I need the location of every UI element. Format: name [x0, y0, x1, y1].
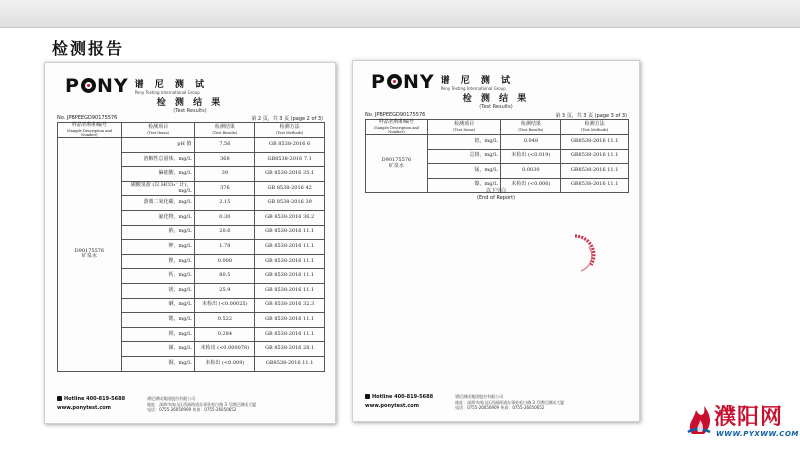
watermark-brand: 濮阳网: [714, 405, 784, 430]
method-cell: GB 8538-2016 11.1: [255, 327, 325, 342]
col-method: 检测方法 (Test Methods): [561, 120, 629, 135]
item-cell: 氟化物，mg/L: [121, 210, 195, 225]
table-row: [366, 135, 629, 150]
method-cell: GB8538-2016 11.1: [561, 178, 629, 193]
method-cell: GB 8538-2016 11.1: [255, 283, 325, 298]
report-header: 检 测 结 果 (Test Results): [156, 98, 224, 114]
item-cell: 钡，mg/L: [121, 327, 195, 342]
method-cell: GB 8538-2016 11.1: [255, 254, 325, 269]
hotline: Hotline 400-819-5688: [372, 394, 434, 401]
method-cell: GB8538-2016 11.1: [561, 164, 629, 179]
result-cell: 0.0030: [501, 164, 561, 179]
item-cell: 镁，mg/L: [121, 283, 195, 298]
col-sample: 样品名称和编号 (Sample Description and Number): [366, 120, 428, 135]
item-cell: pH 值: [121, 138, 195, 153]
col-result: 检测结果 (Test Results): [195, 123, 255, 138]
item-cell: 锶，mg/L: [121, 313, 195, 328]
official-seal-stamp: [553, 233, 597, 277]
phone: 电话：0755-26050909 传真：0755-26050652: [455, 405, 545, 411]
report-number: No. JPBPEEGD90175576: [365, 112, 426, 118]
address: 地址：深圳市南山区西丽街道办事处松白路 3 号谱尼测试大厦: [455, 399, 565, 405]
method-cell: GB 8538-2016 11.1: [255, 240, 325, 255]
item-cell: 铝，mg/L: [427, 135, 501, 150]
results-table: [57, 122, 325, 372]
watermark-url: WWW.PYXWW.COM: [716, 430, 799, 438]
logo-en: Pony Testing International Group: [134, 90, 200, 95]
logo-o-icon: [387, 74, 402, 89]
item-cell: 游离二氧化碳，mg/L: [121, 196, 195, 211]
col-method: 检测方法 (Test Methods): [255, 123, 325, 138]
report-sheet-page-2: [44, 62, 336, 424]
report-number: No. JPBPEEGD90175576: [57, 115, 118, 121]
method-cell: GB8538-2016 7.1: [255, 152, 325, 167]
method-cell: GB 8538-2016 32.3: [255, 298, 325, 313]
result-cell: 39: [195, 167, 255, 182]
site-watermark: [676, 398, 800, 450]
report-meta: [57, 115, 323, 122]
company: 谱尼测试集团股份有限公司: [147, 396, 196, 402]
method-cell: GB 8538-2016 11.1: [255, 269, 325, 284]
item-cell: 锰，mg/L: [427, 164, 501, 179]
result-cell: 25.9: [195, 283, 255, 298]
result-cell: 未检出 (<0.009): [195, 356, 255, 371]
method-cell: GB8538-2016 11.1: [561, 135, 629, 150]
result-cell: 7.56: [195, 138, 255, 153]
company: 谱尼测试集团股份有限公司: [455, 394, 504, 400]
col-sample: 样品名称和编号 (Sample Description and Number): [58, 123, 122, 138]
result-cell: 20.6: [195, 225, 255, 240]
sample-cell: D90175576 矿泉水: [58, 138, 122, 372]
item-cell: 钠，mg/L: [121, 225, 195, 240]
report-footer: [57, 396, 323, 413]
result-cell: 未检出 (<0.00025): [195, 298, 255, 313]
report-footer: [365, 394, 627, 411]
item-cell: 钾，mg/L: [121, 240, 195, 255]
phone: 电话：0755-26050909 传真：0755-26050652: [147, 407, 237, 413]
item-cell: 钙，mg/L: [121, 269, 195, 284]
page-label: 第 3 页，共 3 页 (page 3 of 3): [555, 113, 627, 119]
pony-logo: P NY 谱 尼 测 试 Pony Testing International Group: [65, 75, 209, 97]
website: www.ponytest.com: [365, 403, 419, 410]
method-cell: GB 8538-2016 28.1: [255, 342, 325, 357]
result-cell: 0.284: [195, 327, 255, 342]
method-cell: GB 8538-2016 36.2: [255, 210, 325, 225]
method-cell: GB 8538-2016 11.1: [255, 313, 325, 328]
result-cell: 未检出 (<0.019): [501, 149, 561, 164]
result-cell: 未检出 (<0.006): [501, 178, 561, 193]
method-cell: GB8538-2016 11.1: [561, 149, 629, 164]
end-of-report: 以下空白 (End of Report): [477, 188, 515, 201]
item-cell: 碳酸氢盐 (以 HCO₃⁻ 计)，mg/L: [121, 181, 195, 196]
report-header: 检 测 结 果 (Test Results): [462, 94, 530, 110]
logo-cn: 谱 尼 测 试: [134, 80, 209, 90]
result-cell: 未检出 (<0.000078): [195, 342, 255, 357]
report-meta: [365, 112, 627, 119]
item-cell: 偏硅酸，mg/L: [121, 167, 195, 182]
pony-logo: P NY 谱 尼 测 试 Pony Testing International Group: [371, 71, 515, 93]
page-title: 检测报告: [52, 39, 125, 58]
method-cell: GB 8538-2016 42: [255, 181, 325, 196]
result-cell: 2.15: [195, 196, 255, 211]
logo-o-icon: [81, 78, 96, 93]
hotline: Hotline 400-819-5688: [64, 396, 126, 403]
item-cell: 铜，mg/L: [121, 356, 195, 371]
result-cell: 368: [195, 152, 255, 167]
result-cell: 376: [195, 181, 255, 196]
result-cell: 0.30: [195, 210, 255, 225]
logo-en: Pony Testing International Group: [440, 86, 506, 91]
results-table: [365, 119, 629, 193]
table-row: [58, 138, 325, 153]
method-cell: GB8538-2016 11.1: [255, 356, 325, 371]
page-label: 第 2 页，共 3 页 (page 2 of 3): [251, 116, 323, 122]
item-cell: 锑，mg/L: [121, 342, 195, 357]
item-cell: 溶解性总固体，mg/L: [121, 152, 195, 167]
col-item: 检测项目 (Test Items): [427, 120, 501, 135]
phone-icon: [57, 396, 62, 401]
result-cell: 0.008: [195, 254, 255, 269]
col-item: 检测项目 (Test Items): [121, 123, 195, 138]
col-result: 检测结果 (Test Results): [501, 120, 561, 135]
method-cell: GB 8538-2016 35.1: [255, 167, 325, 182]
flame-logo-icon: [684, 402, 714, 436]
method-cell: GB 8538-2016 6: [255, 138, 325, 153]
item-cell: 硒，mg/L: [121, 298, 195, 313]
logo-cn: 谱 尼 测 试: [440, 76, 515, 86]
address: 地址：深圳市南山区西丽街道办事处松白路 3 号谱尼测试大厦: [147, 401, 257, 407]
website: www.ponytest.com: [57, 405, 111, 412]
result-cell: 1.78: [195, 240, 255, 255]
item-cell: 总铬，mg/L: [427, 149, 501, 164]
method-cell: GB 8538-2016 11.1: [255, 225, 325, 240]
result-cell: 80.5: [195, 269, 255, 284]
top-bar: [0, 0, 800, 28]
item-cell: 镍，mg/L: [427, 178, 501, 193]
result-cell: 0.048: [501, 135, 561, 150]
method-cell: GB 8538-2016 39: [255, 196, 325, 211]
sample-cell: D90175576 矿泉水: [366, 135, 428, 193]
phone-icon: [365, 394, 370, 399]
result-cell: 0.522: [195, 313, 255, 328]
report-sheet-page-3: [352, 60, 640, 422]
item-cell: 锂，mg/L: [121, 254, 195, 269]
